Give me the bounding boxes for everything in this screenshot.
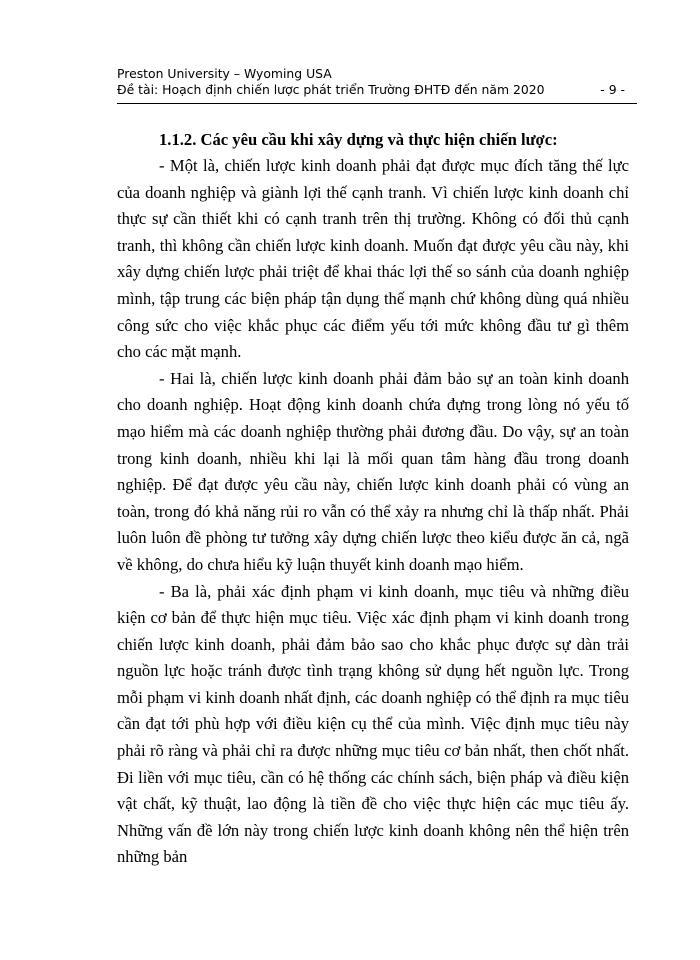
header-topic: Đề tài: Hoạch định chiến lược phát triển Trường ĐHTĐ đến năm 2020 [117, 82, 545, 97]
page-header [117, 66, 637, 98]
header-divider [117, 103, 637, 104]
header-topic-row [117, 82, 637, 98]
page-body [117, 127, 629, 871]
header-institution: Preston University – Wyoming USA [117, 66, 332, 81]
paragraph-first-requirement: - Một là, chiến lược kinh doanh phải đạt được mục đích tăng thế lực của doanh nghiệp và giành lợi thế cạnh tranh. Vì chiến lược kinh doanh chỉ thực sự cần thiết khi có cạnh tranh trên thị trường. Không có đối thủ cạnh tranh, thì không cần chiến lược kinh doanh. Muốn đạt được yêu cầu này, khi xây dựng chiến lược phải triệt để khai thác lợi thế so sánh của doanh nghiệp mình, tập trung các biện pháp tận dụng thế mạnh chứ không dùng quá nhiều công sức cho việc khắc phục các điểm yếu tới mức không đầu tư gì thêm cho các mặt mạnh. [117, 156, 629, 362]
section-heading: 1.1.2. Các yêu cầu khi xây dựng và thực hiện chiến lược: [159, 130, 558, 149]
paragraph-second-requirement: - Hai là, chiến lược kinh doanh phải đảm bảo sự an toàn kinh doanh cho doanh nghiệp. Hoạt động kinh doanh chứa đựng trong lòng nó yếu tố mạo hiểm mà các doanh nghiệp thường phải đương đầu. Do vậy, sự an toàn trong kinh doanh, nhiều khi lại là mối quan tâm hàng đầu trong doanh nghiệp. Để đạt được yêu cầu này, chiến lược kinh doanh phải có vùng an toàn, trong đó khả năng rủi ro vẫn có thể xảy ra nhưng chỉ là thấp nhất. Phải luôn luôn đề phòng tư tưởng xây dựng chiến lược theo kiểu được ăn cả, ngã về không, do chưa hiểu kỹ luận thuyết kinh doanh mạo hiểm. [117, 368, 629, 574]
page-number: - 9 - [600, 82, 625, 97]
paragraph-third-requirement: - Ba là, phải xác định phạm vi kinh doanh, mục tiêu và những điều kiện cơ bản để thực hiện mục tiêu. Việc xác định phạm vi kinh doanh trong chiến lược kinh doanh, phải đảm bảo sao cho khắc phục được sự dàn trải nguồn lực hoặc tránh được tình trạng không sử dụng hết nguồn lực. Trong mỗi phạm vi kinh doanh nhất định, các doanh nghiệp có thể định ra mục tiêu cần đạt tới phù hợp với điều kiện cụ thể của mình. Việc định mục tiêu này phải rõ ràng và phải chỉ ra được những mục tiêu cơ bản nhất, then chốt nhất. Đi liền với mục tiêu, cần có hệ thống các chính sách, biện pháp và điều kiện vật chất, kỹ thuật, lao động là tiền đề cho việc thực hiện các mục tiêu ấy. Những vấn đề lớn này trong chiến lược kinh doanh không nên thể hiện trên những bản [117, 581, 629, 867]
